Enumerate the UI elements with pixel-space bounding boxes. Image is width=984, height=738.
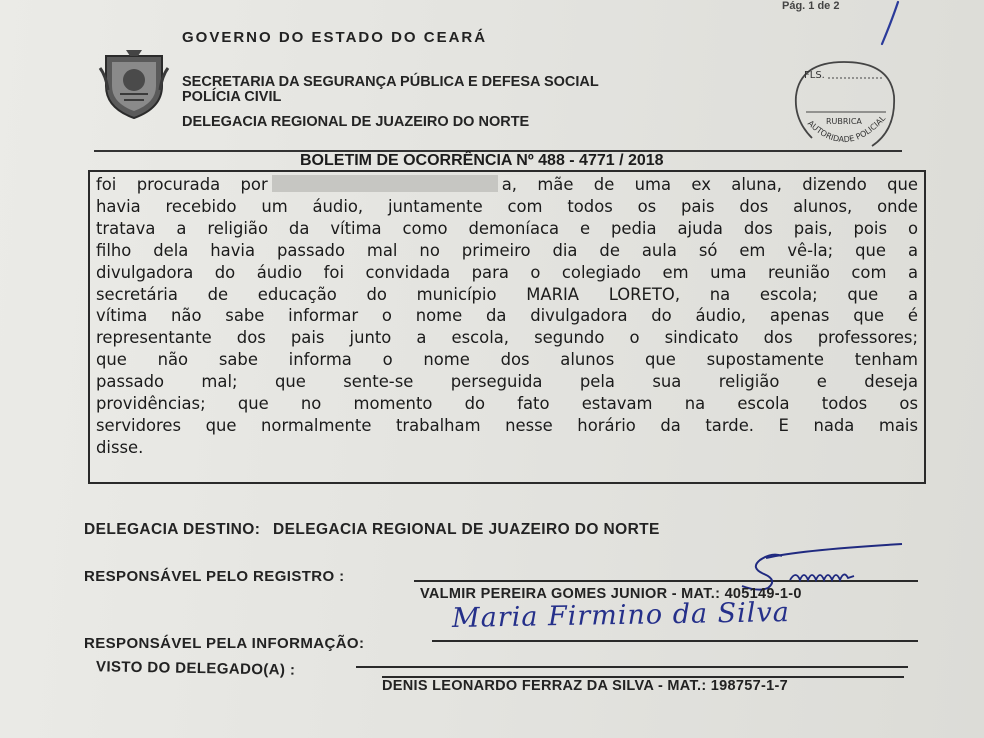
narrative-line: havia recebido um áudio, juntamente com todos os pais dos alunos, onde bbox=[96, 196, 918, 216]
narrative-line: providências; que no momento do fato estavam na escola todos os bbox=[96, 394, 918, 414]
narrative-line: representante dos pais junto a escola, segundo o sindicato dos professores; bbox=[96, 328, 918, 348]
stamp-fls-label: FLS. bbox=[804, 70, 825, 81]
narrative-line: divulgadora do áudio foi convidada para o colegiado em uma reunião com a bbox=[96, 262, 918, 282]
narrative-line: filho dela havia passado mal no primeiro dia de aula só em vê-la; que a bbox=[96, 240, 918, 260]
state-coat-of-arms-icon bbox=[96, 46, 172, 122]
narrative-text bbox=[96, 174, 918, 459]
narrative-line: vítima não sabe informar o nome da divulgadora do áudio, apenas que é bbox=[96, 306, 918, 326]
delegado-signature-line-upper bbox=[356, 666, 908, 668]
delegado-name: DENIS LEONARDO FERRAZ DA SILVA - MAT.: 198757-1-7 bbox=[382, 678, 788, 694]
narrative-line: foi procurada por a, mãe de uma ex aluna, dizendo que bbox=[96, 175, 918, 194]
header-secretaria: SECRETARIA DA SEGURANÇA PÚBLICA E DEFESA SOCIAL bbox=[182, 74, 599, 90]
stamp-arc-text: AUTORIDADE POLICIAL bbox=[805, 113, 888, 145]
delegado-label: VISTO DO DELEGADO(A) : bbox=[95, 658, 296, 679]
delegacia-destino bbox=[84, 521, 660, 539]
narrative-line: tratava a religião da vítima como demoníaca e pedia ajuda dos pais, pois o bbox=[96, 218, 918, 238]
registro-label: RESPONSÁVEL PELO REGISTRO : bbox=[84, 568, 345, 585]
narrative-line: passado mal; que sente-se perseguida pela sua religião e deseja bbox=[96, 372, 918, 392]
narrative-line: disse. bbox=[96, 437, 144, 457]
official-stamp bbox=[786, 56, 902, 156]
informant-handwritten-name: Maria Firmino da Silva bbox=[451, 597, 791, 634]
informacao-label: RESPONSÁVEL PELA INFORMAÇÃO: bbox=[84, 635, 365, 652]
report-title: BOLETIM DE OCORRÊNCIA Nº 488 - 4771 / 2018 bbox=[300, 152, 664, 169]
pen-stroke-mark bbox=[870, 0, 910, 50]
narrative-line: servidores que normalmente trabalham nesse horário da tarde. E nada mais bbox=[96, 415, 918, 435]
header-delegacia: DELEGACIA REGIONAL DE JUAZEIRO DO NORTE bbox=[182, 114, 530, 130]
destino-label: DELEGACIA DESTINO: bbox=[84, 521, 261, 538]
destino-value: DELEGACIA REGIONAL DE JUAZEIRO DO NORTE bbox=[273, 521, 660, 538]
page-indicator: Pág. 1 de 2 bbox=[782, 0, 840, 12]
narrative-line: que não sabe informa o nome dos alunos que supostamente tenham bbox=[96, 350, 918, 370]
informacao-signature-line bbox=[432, 640, 918, 642]
header-policia-civil: POLÍCIA CIVIL bbox=[182, 89, 282, 105]
header-clipped-line: GOVERNO DO ESTADO DO CEARÁ bbox=[182, 29, 488, 46]
narrative-line: secretária de educação do município MARIA LORETO, na escola; que a bbox=[96, 284, 918, 304]
redacted-name bbox=[272, 175, 498, 192]
stamp-rubrica-label: RUBRICA bbox=[826, 117, 862, 126]
registro-name: VALMIR PEREIRA GOMES JUNIOR - MAT.: 405149-1-0 bbox=[420, 586, 802, 602]
